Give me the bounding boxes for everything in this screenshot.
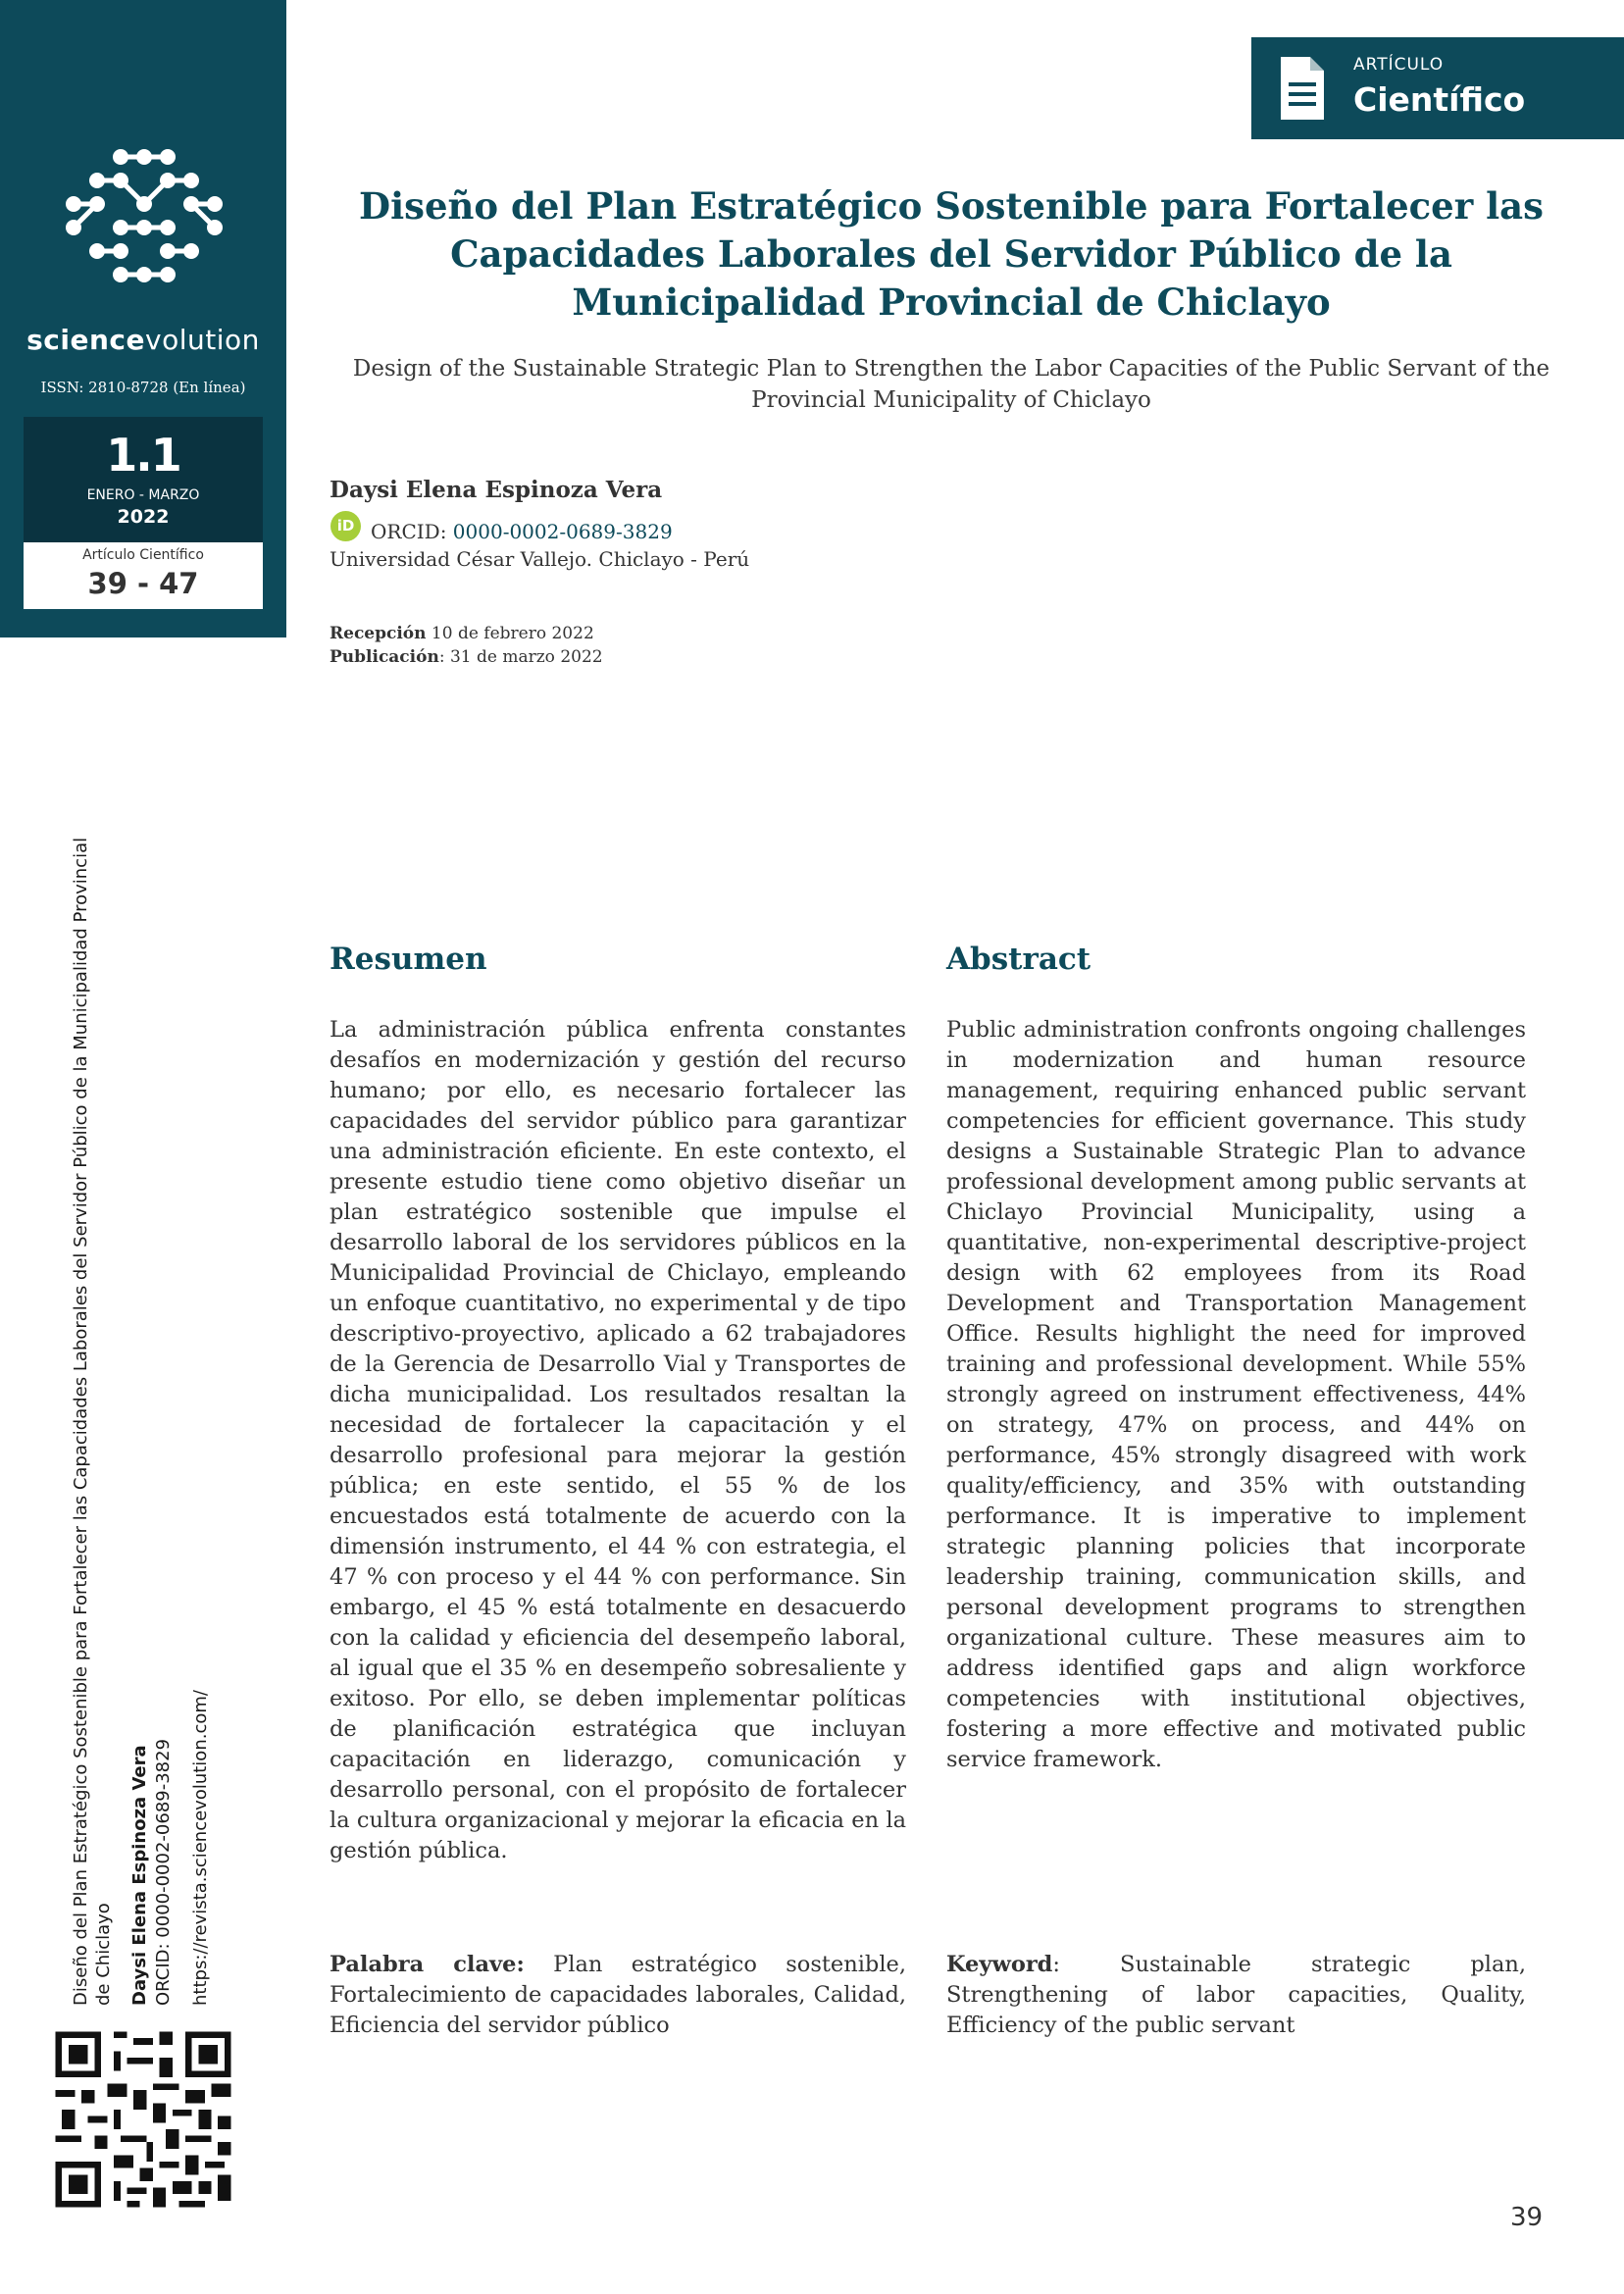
vertical-url[interactable]: https://revista.sciencevolution.com/ [190, 1690, 211, 2006]
pages-box [24, 542, 263, 609]
page-number: 39 [1510, 2203, 1544, 2232]
palabras-clave [330, 1950, 906, 2041]
resumen-body: La administración pública enfrenta constantes desafíos en modernización y gestión del recurso humano; por ello, es necesario fortalecer las capacidades del servidor público para garantizar una administración eficiente. En este contexto, el presente estudio tiene como objetivo diseñar un plan estratégico sostenible que impulse el desarrollo laboral de los servidores públicos en la Municipalidad Provincial de Chiclayo, empleando un enfoque cuantitativo, no experimental y de tipo descriptivo-proyectivo, aplicado a 62 trabajadores de la Gerencia de Desarrollo Vial y Transportes de dicha municipalidad. Los resultados resaltan la necesidad de fortalecer la capacitación y el desarrollo profesional para mejorar la gestión pública; en este sentido, el 55 % de los encuestados está totalmente de acuerdo con la dimensión instrumento, el 44 % con estrategia, el 47 % con proceso y el 44 % con performance. Sin embargo, el 45 % está totalmente en desacuerdo con la calidad y eficiencia del desempeño laboral, al igual que el 35 % en desempeño sobresaliente y exitoso. Por ello, se deben implementar políticas de planificación estratégica que incluyan capacitación en liderazgo, comunicación y desarrollo personal, con el propósito de fortalecer la cultura organizacional y mejorar la eficacia en la gestión pública. [330, 1017, 906, 1863]
publication-label: Publicación [330, 647, 439, 667]
orcid-label: ORCID: [371, 520, 453, 543]
journal-sidebar [0, 0, 286, 637]
brand-light: volution [145, 324, 260, 356]
vertical-title-line-2: de Chiclayo [93, 1903, 114, 2006]
pages-label: Artículo Científico [82, 547, 204, 563]
keywords [946, 1950, 1526, 2041]
orcid-icon: iD [330, 511, 361, 541]
article-title: Diseño del Plan Estratégico Sostenible para Fortalecer las Capacidades Laborales del Servidor Público de la Municipalidad Provincial de Chiclayo [359, 184, 1544, 324]
brand-bold: science [26, 324, 145, 356]
issn-text: ISSN: 2810-8728 (En línea) [40, 379, 246, 396]
badge-label-big: Científico [1353, 80, 1526, 119]
abstract-heading: Abstract [946, 942, 1091, 977]
volume-number: 1.1 [106, 429, 180, 482]
palabras-clave-label: Palabra clave: [330, 1952, 525, 1977]
qr-code-icon[interactable] [49, 2025, 237, 2214]
orcid-link[interactable]: 0000-0002-0689-3829 [452, 520, 673, 543]
document-icon [1277, 55, 1328, 122]
reception-date: 10 de febrero 2022 [431, 624, 594, 643]
journal-brand [0, 324, 286, 356]
badge-label-small: ARTÍCULO [1353, 55, 1445, 75]
author-name: Daysi Elena Espinoza Vera [330, 477, 663, 503]
publication-row [330, 645, 603, 669]
vertical-author: Daysi Elena Espinoza Vera [129, 1745, 150, 2006]
volume-year: 2022 [117, 506, 170, 528]
journal-logo-icon [65, 147, 224, 286]
pages-range: 39 - 47 [87, 567, 199, 600]
publication-date: : 31 de marzo 2022 [438, 647, 603, 667]
orcid-line [371, 520, 673, 543]
article-subtitle: Design of the Sustainable Strategic Plan to Strengthen the Labor Capacities of the Public Servant of the Provincial Municipality of Chiclayo [352, 356, 1550, 413]
abstract-body: Public administration confronts ongoing challenges in modernization and human resource management, requiring enhanced public servant competencies for efficient governance. This study designs a Sustainable Strategic Plan to advance professional development among public servants at Chiclayo Provincial Municipality, using a quantitative, non-experimental descriptive-project design with 62 employees from its Road Development and Transportation Management Office. Results highlight the need for improved training and professional development. While 55% strongly agreed on instrument effectiveness, 44% on strategy, 47% on process, and 44% on performance, 45% strongly disagreed with work quality/efficiency, and 35% with outstanding performance. It is imperative to implement strategic planning policies that incorporate leadership training, communication skills, and personal development programs to strengthen organizational culture. These measures aim to address identified gaps and align workforce competencies with institutional objectives, fostering a more effective and motivated public service framework. [946, 1017, 1526, 1772]
volume-months: ENERO - MARZO [86, 487, 200, 503]
affiliation: Universidad César Vallejo. Chiclayo - Perú [330, 547, 750, 571]
keywords-text: : Sustainable strategic plan, Strengthening of labor capacities, Quality, Efficiency of the public servant [946, 1952, 1526, 2038]
reception-row [330, 622, 603, 645]
article-type-badge [1251, 37, 1624, 139]
resumen-heading: Resumen [330, 942, 487, 977]
palabras-clave-text: Plan estratégico sostenible, Fortalecimiento de capacidades laborales, Calidad, Eficiencia del servidor público [330, 1952, 906, 2038]
vertical-orcid: ORCID: 0000-0002-0689-3829 [153, 1738, 174, 2006]
reception-label: Recepción [330, 624, 427, 643]
volume-box [24, 417, 263, 542]
vertical-title-line-1: Diseño del Plan Estratégico Sostenible para Fortalecer las Capacidades Laborales del Servidor Público de la Municipalidad Provincial [71, 837, 91, 2006]
article-dates [330, 622, 603, 669]
keywords-label: Keyword [946, 1952, 1053, 1977]
